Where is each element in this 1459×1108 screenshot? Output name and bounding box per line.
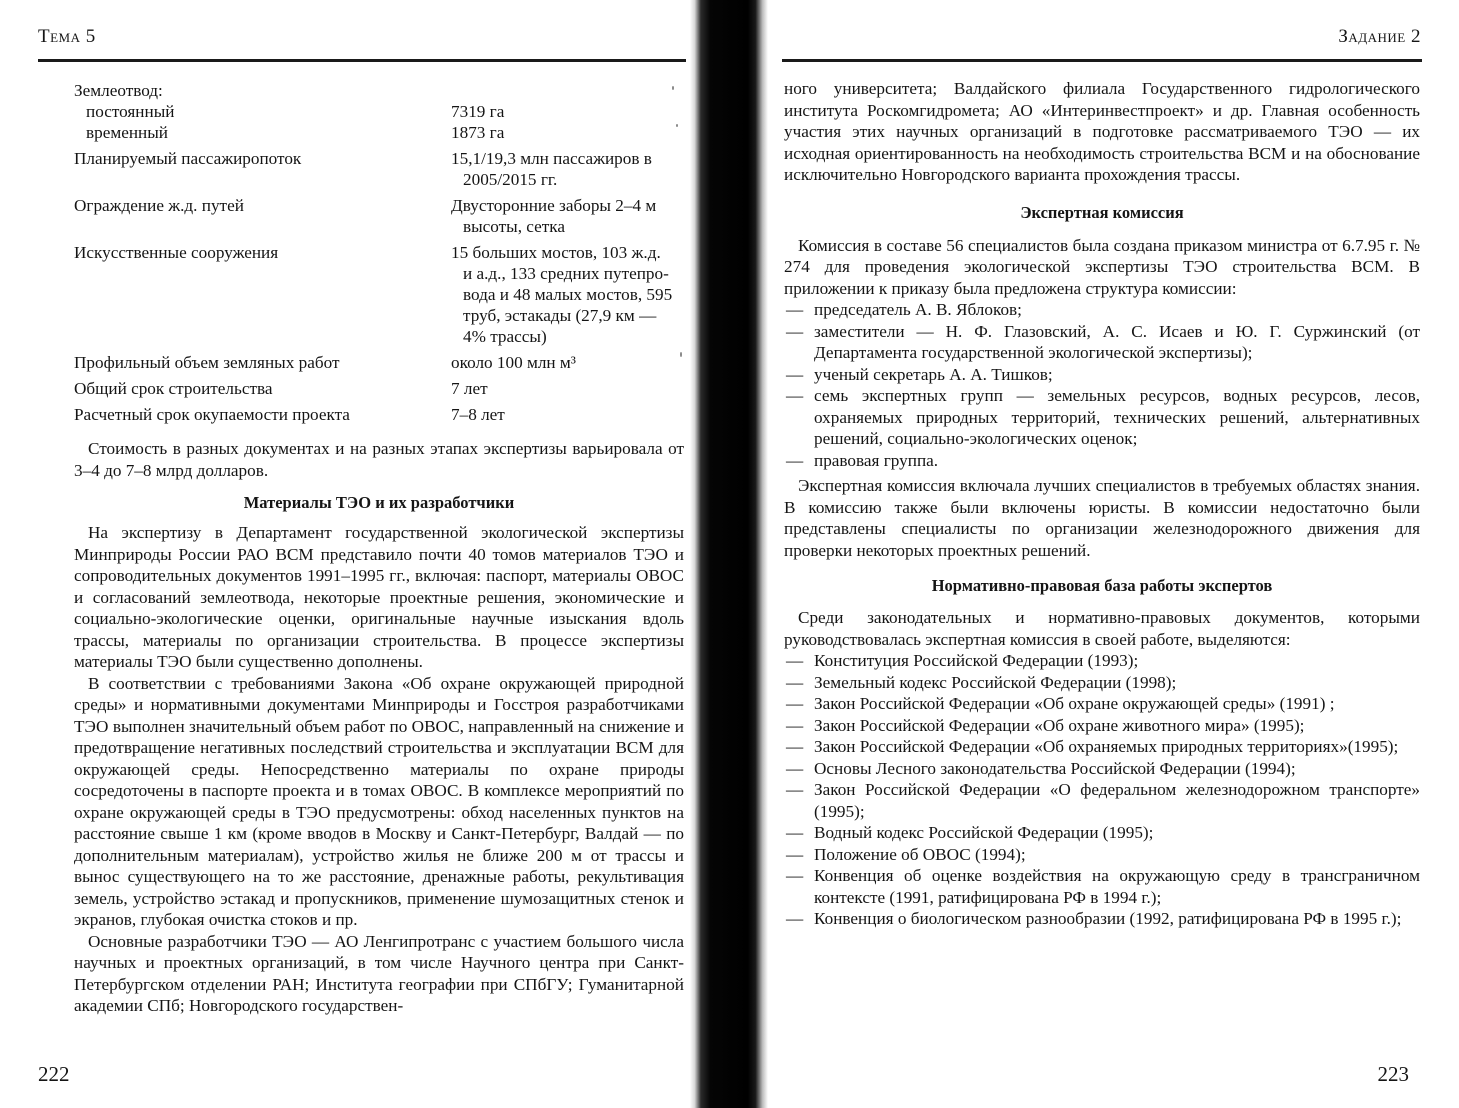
left-page — [0, 0, 700, 1108]
commission-paragraph-1: Комиссия в составе 56 специалистов была создана приказом министра от 6.7.95 г. № 274 для проведения экологической экспертизы ТЭО строительства ВСМ. В приложении к приказу была предложена структура комиссии: — [784, 235, 1420, 298]
legal-document-item: — Закон Российской Федерации «Об охраняемых природных территориях»(1995); — [784, 736, 1420, 758]
materials-heading: Материалы ТЭО и их разработчики — [243, 493, 515, 512]
spec-row — [74, 373, 684, 399]
materials-paragraph-1: На экспертизу в Департамент государственной экологической экспертизы Минприроды России РАО ВСМ представило почти 40 томов материалов ТЭО и сопроводительных документов 1991–1995 гг., включая: паспорт, материалы ОВОС и согласований землеотвода, некоторые проектные решения, экономические и социально-экологические оценки, оригинальные научные изыскания вдоль трассы, материалы по организации строительства. В процессе экспертизы материалы ТЭО были существенно дополнены. — [74, 523, 684, 671]
spec-value — [451, 101, 684, 122]
spec-value — [451, 347, 684, 373]
spec-row — [74, 101, 684, 122]
spec-value-line: 2005/2015 гг. — [463, 170, 558, 189]
spec-row — [74, 190, 684, 237]
spec-value-line: и а.д., 133 средних путепро- — [463, 264, 669, 283]
spec-row — [74, 80, 684, 101]
legal-document-item: — Конституция Российской Федерации (1993); — [784, 650, 1420, 672]
right-header-rule — [782, 59, 1422, 62]
spec-row — [74, 237, 684, 347]
spec-label: Искусственные сооружения — [74, 243, 279, 262]
spec-value — [451, 190, 684, 237]
legal-documents-list — [784, 650, 1420, 930]
spec-value-text — [451, 352, 684, 373]
spec-value-text — [451, 195, 684, 237]
commission-structure-list — [784, 299, 1420, 471]
spec-value-line: 7319 га — [451, 102, 505, 121]
commission-heading: Экспертная комиссия — [1020, 202, 1184, 222]
materials-paragraph-2: В соответствии с требованиями Закона «Об охране окружающей природной среды» и нормативными документами Минприроды и Госстроя разработчиками ТЭО выполнен значительный объем работ по ОВОС, направленный на снижение и предотвращение негативных последствий строительства и эксплуатации ВСМ для окружающей среды. Непосредственно материалы по охране природы сосредоточены в паспорте проекта и в томах ОВОС. В комплексе мероприятий по охране окружающей среды в ТЭО предусмотрены: обход населенных пунктов на расстояние свыше 1 км (кроме вводов в Москву и Санкт-Петербург, Валдай — по дополнительным материалам), устройство жилья не ближе 200 м от трассы и вынос существующего на то же расстояние, дренажные работы, рекультивация земель, устройство эстакад и пропускников, применение шумозащитных стенок и экранов, глубокая очистка стоков и пр. — [74, 673, 684, 929]
commission-paragraph-2: Экспертная комиссия включала лучших специалистов в требуемых областях знания. В комиссию также были включены юристы. В комиссии недостаточно были представлены специалисты по организации железнодорожного движения для проверки некоторых проектных решений. — [784, 476, 1420, 560]
spec-value-line: 1873 га — [451, 123, 505, 142]
spec-value — [451, 143, 684, 190]
spec-value — [451, 80, 684, 101]
cost-paragraph: Стоимость в разных документах и на разных этапах экспертизы варьировала от 3–4 до 7–8 млрд долларов. — [74, 439, 684, 480]
spec-value-line: труб, эстакады (27,9 км — — [463, 306, 657, 325]
spec-value-line: 15,1/19,3 млн пассажиров в — [451, 149, 652, 168]
spec-value-line: 15 больших мостов, 103 ж.д. — [451, 243, 661, 262]
project-specs-table — [74, 80, 684, 425]
spec-label: Общий срок строительства — [74, 379, 273, 398]
legal-document-item: — Закон Российской Федерации «Об охране окружающей среды» (1991) ; — [784, 693, 1420, 715]
spec-row — [74, 347, 684, 373]
legal-document-item: — Закон Российской Федерации «О федеральном железнодорожном транспорте» (1995); — [784, 779, 1420, 822]
legal-document-item: — Водный кодекс Российской Федерации (1995); — [784, 822, 1420, 844]
spec-label: Профильный объем земляных работ — [74, 353, 340, 372]
left-page-body — [74, 80, 684, 1017]
spec-row — [74, 399, 684, 425]
spec-value — [451, 122, 684, 143]
spec-value-line: вода и 48 малых мостов, 595 — [463, 285, 673, 304]
spec-value-line: 7–8 лет — [451, 405, 505, 424]
legal-document-item: — Конвенция об оценке воздействия на окружающую среду в трансграничном контексте (1991, ратифицирована РФ в 1994 г.); — [784, 865, 1420, 908]
spec-value-text — [451, 404, 684, 425]
spec-value-line: высоты, сетка — [463, 217, 566, 236]
spec-value — [451, 373, 684, 399]
legal-document-item: — Конвенция о биологическом разнообразии (1992, ратифицирована РФ в 1995 г.); — [784, 908, 1420, 930]
left-running-head: Тема 5 — [38, 26, 96, 47]
right-page — [760, 0, 1459, 1108]
commission-list-item: — председатель А. В. Яблоков; — [784, 299, 1420, 321]
right-page-body — [784, 78, 1420, 930]
right-page-number: 223 — [1377, 1062, 1409, 1086]
scan-speck — [672, 86, 674, 90]
materials-paragraph-3: Основные разработчики ТЭО — АО Ленгипротранс с участием большого числа научных и проектных организаций, в том числе Научного центра при Санкт-Петербургском отделении РАН; Института географии при СПбГУ; Гуманитарной академии СПб; Новгородского государствен- — [74, 931, 684, 1015]
spec-value-text — [451, 148, 684, 190]
spec-value-text — [451, 101, 684, 122]
spec-row — [74, 122, 684, 143]
legal-document-item: — Закон Российской Федерации «Об охране животного мира» (1995); — [784, 715, 1420, 737]
spec-value-line: около 100 млн м³ — [451, 353, 576, 372]
commission-list-item: — заместители — Н. Ф. Глазовский, А. С. Исаев и Ю. Г. Суржинский (от Департамента государственной экологической экспертизы); — [784, 321, 1420, 364]
spec-label: постоянный — [86, 102, 175, 121]
spec-row — [74, 143, 684, 190]
spec-label: Планируемый пассажиропоток — [74, 149, 302, 168]
spec-value-text — [451, 378, 684, 399]
spec-value — [451, 237, 684, 347]
spec-value-line: 7 лет — [451, 379, 488, 398]
book-spine-shadow — [690, 0, 768, 1108]
spec-value-line: Двусторонние заборы 2–4 м — [451, 196, 657, 215]
spec-label: Землеотвод: — [74, 81, 163, 100]
spec-label: Ограждение ж.д. путей — [74, 196, 244, 215]
spec-label: временный — [86, 123, 168, 142]
commission-list-item: — семь экспертных групп — земельных ресурсов, водных ресурсов, лесов, охраняемых природных территорий, технических решений, альтернативных решений, социально-экологических оценок; — [784, 385, 1420, 450]
legal-document-item: — Земельный кодекс Российской Федерации (1998); — [784, 672, 1420, 694]
commission-list-item: — правовая группа. — [784, 450, 1420, 472]
continued-paragraph: ного университета; Валдайского филиала Государственного гидрологического института Роскомгидромета; АО «Интеринвестпроект» и др. Главная особенность участия этих научных организаций в подготовке рассматриваемого ТЭО — их исходная ориентированность на необходимость строительства ВСМ и на обоснование исключительно Новгородского варианта прохождения трассы. — [784, 79, 1420, 184]
spec-value-text — [451, 122, 684, 143]
legal-document-item: — Основы Лесного законодательства Российской Федерации (1994); — [784, 758, 1420, 780]
spec-value-text — [451, 242, 684, 347]
left-header-rule — [38, 59, 686, 62]
right-running-head: Задание 2 — [1338, 26, 1421, 47]
spec-value-line: 4% трассы) — [463, 327, 547, 346]
legal-basis-heading: Нормативно-правовая база работы экспертов — [931, 576, 1273, 595]
left-page-number: 222 — [38, 1062, 70, 1086]
scan-speck — [680, 352, 682, 357]
commission-list-item: — ученый секретарь А. А. Тишков; — [784, 364, 1420, 386]
spec-label: Расчетный срок окупаемости проекта — [74, 405, 350, 424]
spec-value — [451, 399, 684, 425]
scan-speck — [676, 124, 678, 127]
legal-basis-paragraph: Среди законодательных и нормативно-правовых документов, которыми руководствовалась экспертная комиссия в своей работе, выделяются: — [784, 608, 1420, 649]
legal-document-item: — Положение об ОВОС (1994); — [784, 844, 1420, 866]
